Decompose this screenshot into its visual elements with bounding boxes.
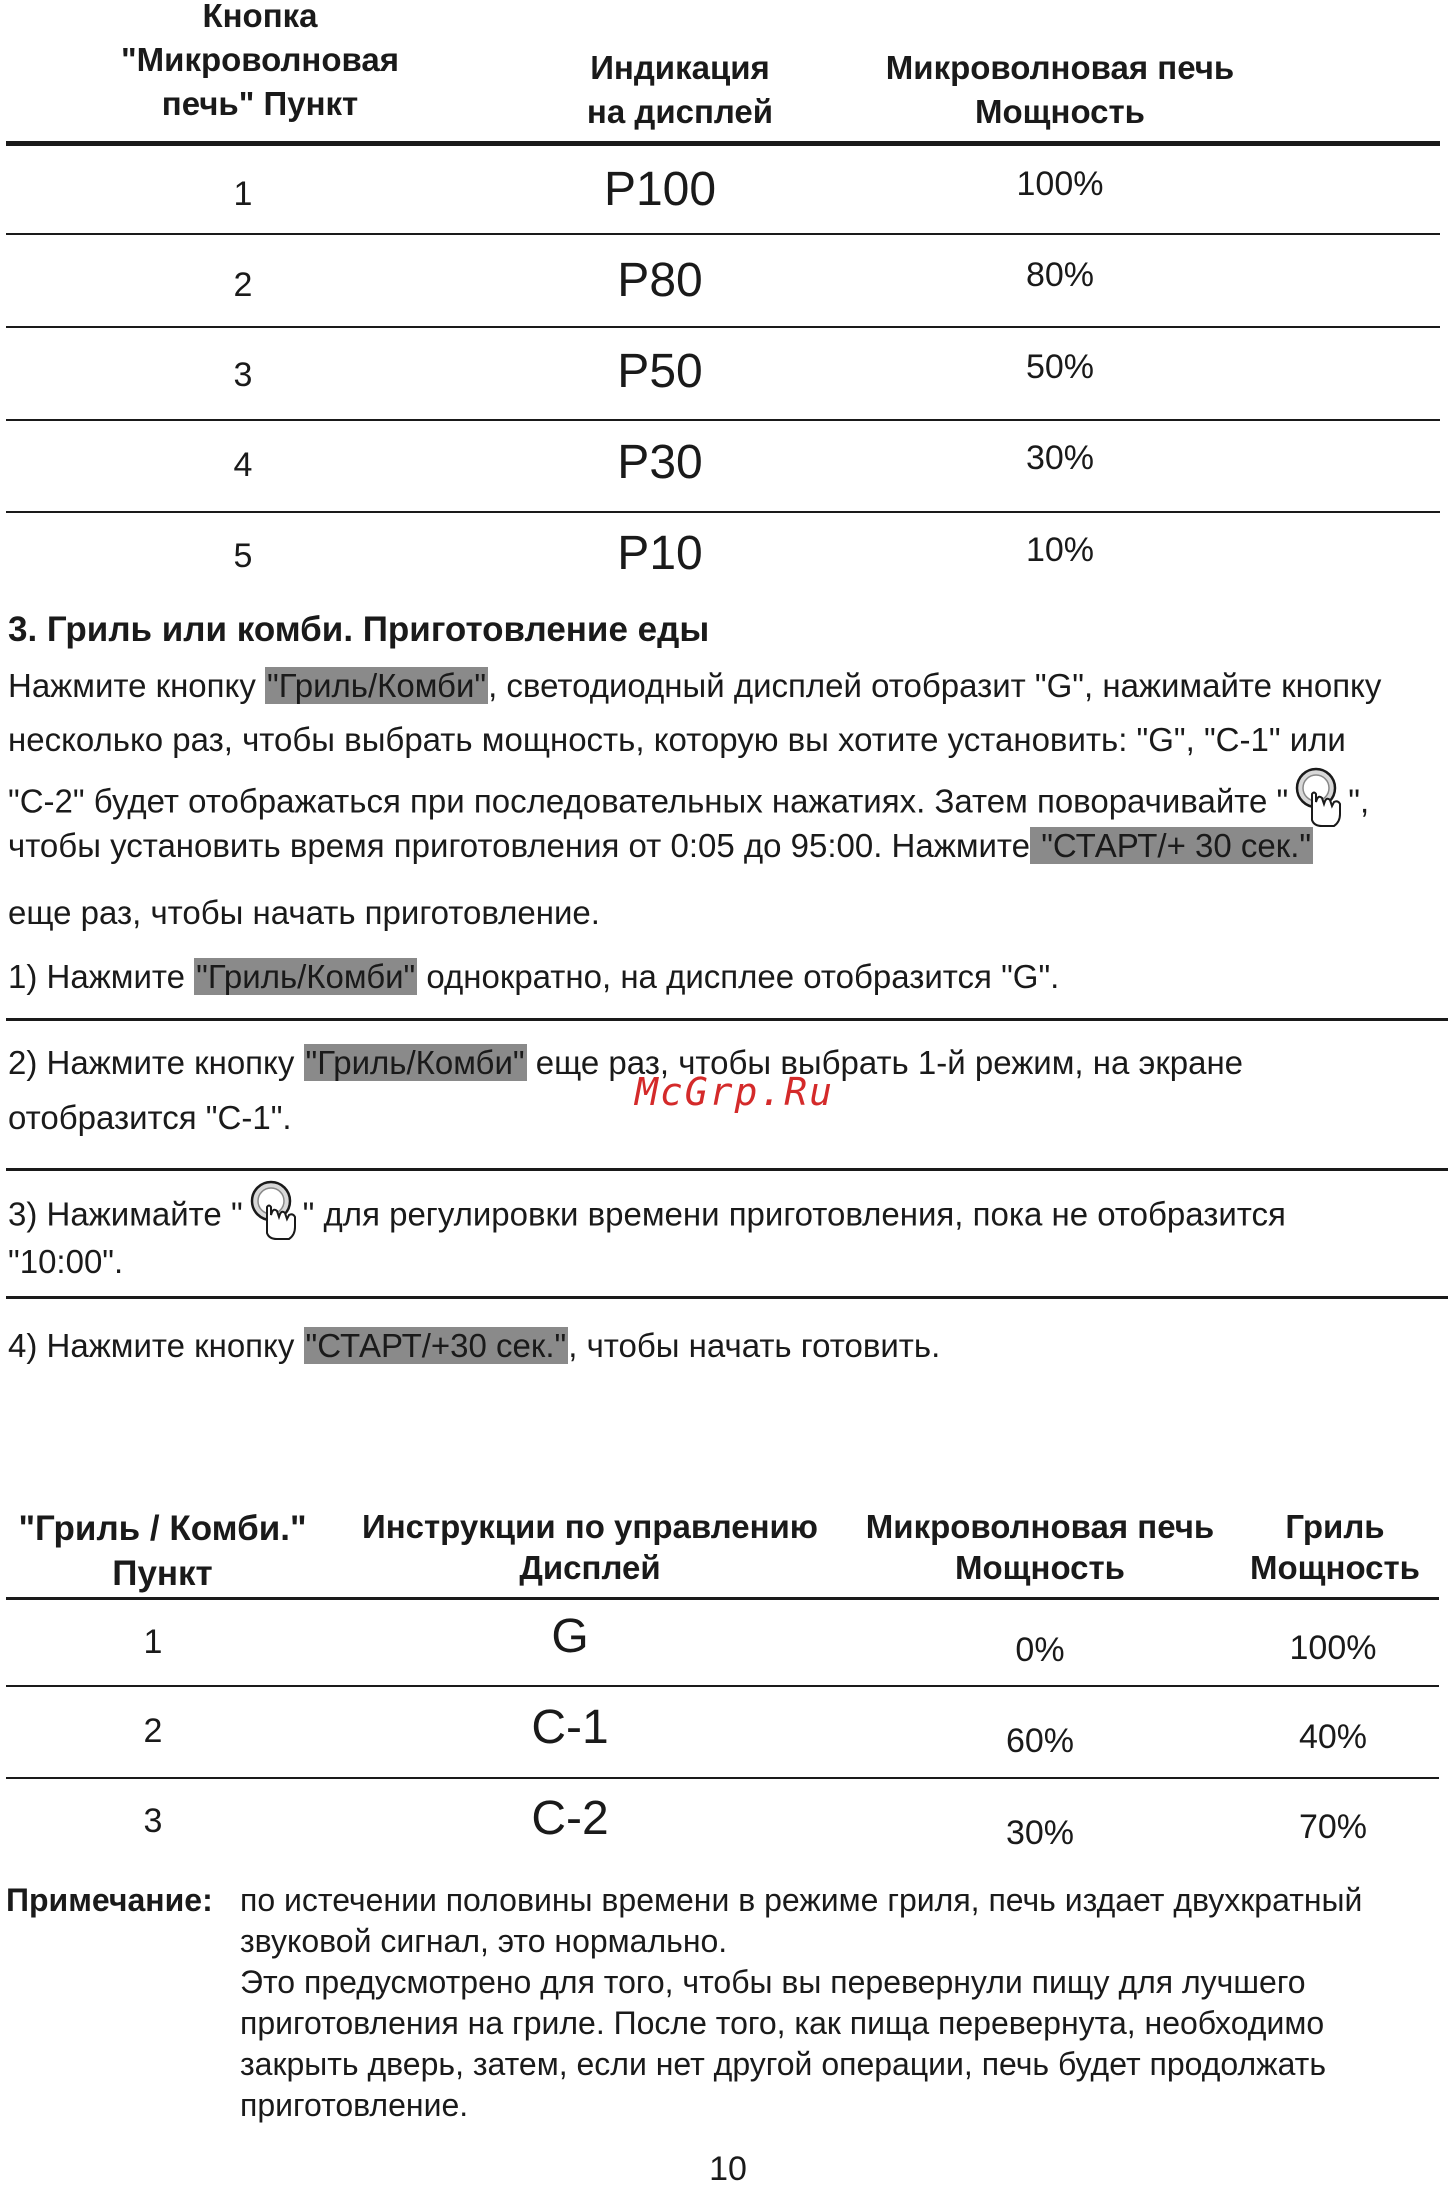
note-label: Примечание: — [6, 1882, 213, 1918]
t1-row3-display: P50 — [617, 345, 703, 398]
step4-text-b: , чтобы начать готовить. — [568, 1327, 941, 1364]
t2-row3-display: C-2 — [531, 1792, 609, 1845]
note-text-1: по истечении половины времени в режиме гриля, печь издает двухкратный звуковой сигнал, это нормально. — [240, 1882, 1363, 1959]
t1-row5-item: 5 — [233, 537, 253, 575]
t1-row3-item: 3 — [233, 356, 253, 394]
t1-header-power: Микроволновая печь Мощность — [885, 49, 1235, 130]
t2-header-grill: Гриль Мощность — [1250, 1508, 1420, 1586]
t1-row2-power: 80% — [1025, 256, 1095, 294]
t1-header-display: Индикация на дисплей — [586, 49, 774, 130]
note-text-2: Это предусмотрено для того, чтобы вы перевернули пищу для лучшего приготовления на гриле. После того, как пища перевернута, необходимо закрыть дверь, затем, если нет другой операции, печь будет продолжать приготовление. — [240, 1964, 1326, 2123]
paragraph-line-5: еще раз, чтобы начать приготовление. — [8, 894, 600, 931]
t1-row5-power: 10% — [1025, 531, 1095, 569]
t2-row2-grill: 40% — [1298, 1718, 1368, 1756]
paragraph-line-2: несколько раз, чтобы выбрать мощность, которую вы хотите установить: "G", "С-1" или — [8, 721, 1346, 758]
t1-row2-item: 2 — [233, 266, 253, 304]
p4-text-a: чтобы установить время приготовления от 0:05 до 95:00. Нажмите — [8, 827, 1031, 864]
t1-row-rule-1 — [6, 233, 1440, 235]
t1-row3-power: 50% — [1025, 348, 1095, 386]
step2-highlight: "Гриль/Комби" — [305, 1044, 525, 1081]
page-number: 10 — [709, 2150, 747, 2188]
t1-row-rule-2 — [6, 326, 1440, 328]
p3-text-b: ", — [1348, 782, 1370, 820]
t1-row4-item: 4 — [233, 446, 253, 484]
t2-row-rule-2 — [6, 1777, 1439, 1779]
section-heading: 3. Гриль или комби. Приготовление еды — [8, 610, 710, 649]
step-rule-2 — [6, 1168, 1448, 1171]
step-2 — [8, 1043, 1243, 1083]
step1-text-b: однократно, на дисплее отобразится "G". — [417, 958, 1060, 995]
t1-row-rule-3 — [6, 419, 1440, 421]
dial-knob-icon — [1292, 774, 1344, 834]
step-3-cont: "10:00". — [8, 1243, 124, 1280]
step-1 — [8, 957, 1059, 997]
t1-row1-item: 1 — [233, 175, 253, 213]
grill-combi-highlight: "Гриль/Комби" — [267, 667, 487, 704]
step1-highlight: "Гриль/Комби" — [196, 958, 416, 995]
step3-text-b: " для регулировки времени приготовления, пока не отобразится — [302, 1195, 1286, 1233]
t2-header-item: "Гриль / Комби." Пункт — [18, 1509, 307, 1593]
t1-header-button: Кнопка "Микроволновая печь" Пункт — [121, 0, 399, 122]
t2-row1-mw: 0% — [1015, 1631, 1065, 1669]
step1-text-a: 1) Нажмите — [8, 958, 195, 995]
t2-header-mw: Микроволновая печь Мощность — [865, 1508, 1215, 1586]
t2-row3-grill: 70% — [1298, 1808, 1368, 1846]
t2-row-rule-1 — [6, 1685, 1439, 1687]
t2-row3-item: 3 — [143, 1802, 163, 1840]
step4-highlight: "СТАРТ/+30 сек." — [305, 1327, 567, 1364]
t2-row2-item: 2 — [143, 1712, 163, 1750]
t1-row5-display: P10 — [617, 527, 703, 580]
step2-text-b: еще раз, чтобы выбрать 1-й режим, на экране — [526, 1044, 1244, 1081]
t2-header-display: Инструкции по управлению Дисплей — [362, 1508, 818, 1586]
step-2-cont: отобразится "С-1". — [8, 1099, 292, 1136]
t2-row3-mw: 30% — [1005, 1814, 1075, 1852]
t1-row-rule-4 — [6, 511, 1440, 513]
t2-row1-display: G — [551, 1610, 589, 1663]
t2-row1-grill: 100% — [1289, 1629, 1377, 1667]
t1-row4-display: P30 — [617, 436, 703, 489]
t1-header-rule — [6, 141, 1440, 146]
t2-header-rule — [6, 1597, 1439, 1600]
t1-row2-display: P80 — [617, 254, 703, 307]
start-highlight: "СТАРТ/+ 30 сек." — [1032, 827, 1312, 864]
t1-row4-power: 30% — [1025, 439, 1095, 477]
t2-row2-display: C-1 — [531, 1701, 609, 1754]
t1-row1-power: 100% — [1016, 165, 1104, 203]
p3-text-a: "С-2" будет отображаться при последовательных нажатиях. Затем поворачивайте " — [8, 782, 1289, 820]
p1-text-a: Нажмите кнопку — [8, 667, 266, 704]
step-4 — [8, 1326, 940, 1366]
step4-text-a: 4) Нажмите кнопку — [8, 1327, 304, 1364]
step-rule-3 — [6, 1296, 1448, 1299]
step-rule-1 — [6, 1018, 1448, 1021]
paragraph-line-1 — [8, 666, 1381, 706]
step3-text-a: 3) Нажимайте " — [8, 1195, 243, 1233]
step-3 — [8, 1187, 1286, 1247]
t2-row2-mw: 60% — [1005, 1722, 1075, 1760]
t1-row1-display: P100 — [603, 163, 717, 216]
t2-row1-item: 1 — [143, 1623, 163, 1661]
note-text — [240, 1880, 1450, 2126]
paragraph-line-4 — [8, 826, 1313, 866]
step2-text-a: 2) Нажмите кнопку — [8, 1044, 304, 1081]
paragraph-line-3 — [8, 774, 1369, 834]
watermark: McGrp.Ru — [635, 1070, 835, 1114]
p1-text-b: , светодиодный дисплей отобразит "G", нажимайте кнопку — [488, 667, 1382, 704]
dial-knob-icon-step3 — [247, 1187, 299, 1247]
